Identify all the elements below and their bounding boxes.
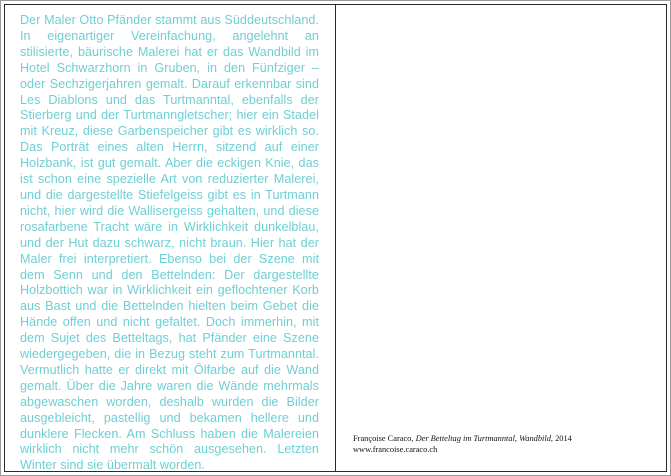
body-text: Der Maler Otto Pfänder stammt aus Süddeutschland. In eigenartiger Vereinfachung, angelehnt an stilisierte, bäurische Malerei hat er das Wandbild im Hotel Schwarzhorn in Gruben, in den Fünfziger – oder Sechzigerjahren gemalt. Darauf erkennbar sind Les Diablons und das Turtmanntal, ebenfalls der Stierberg und der Turtmanngletscher; hier ein Stadel mit Kreuz, diese Garbenspeicher gibt es wirklich so. Das Porträt eines alten Herrn, sitzend auf einer Holzbank, ist gut gemalt. Aber die eckigen Knie, das ist schon eine spezielle Art von reduzierter Malerei, und die dargestellte Stiefelgeiss gibt es in Turtmann nicht, hier wird die Wallisergeiss gehalten, und diese rosafarbene Tracht wäre in Wirklichkeit dunkelblau, und der Hut dazu schwarz, nicht braun. Hier hat der Maler frei interpretiert. Ebenso bei der Szene mit dem Senn und den Bettelnden: Der dargestellte Holzbottich war in Wirklichkeit ein geflochtener Korb aus Bast und die Bettelnden hielten beim Gebet die Hände offen und nicht gefaltet. Doch immerhin, mit dem Sujet des Betteltags, hat Pfänder eine Szene wiedergegeben, die in Bezug steht zum Turtmanntal. Vermutlich hatte er direkt mit Ölfarbe auf die Wand gemalt. Über die Jahre waren die Wände mehrmals abgewaschen worden, deshalb wurden die Bilder ausgebleicht, pastellig und bekamen hellere und dunklere Flecken. Am Schluss haben die Malereien wirklich nicht mehr schön ausgesehen. Letzten Winter sind sie übermalt worden.: [20, 13, 319, 473]
website-url: www.francoise.caraco.ch: [353, 444, 438, 454]
author-name: Françoise Caraco,: [353, 434, 416, 443]
right-panel: [353, 434, 653, 455]
fold-divider: [335, 4, 336, 472]
work-title: Der Betteltag im Turtmanntal, Wandbild: [415, 434, 551, 443]
left-panel: [20, 13, 319, 474]
work-year: , 2014: [550, 434, 572, 443]
credit-line: [353, 434, 653, 445]
